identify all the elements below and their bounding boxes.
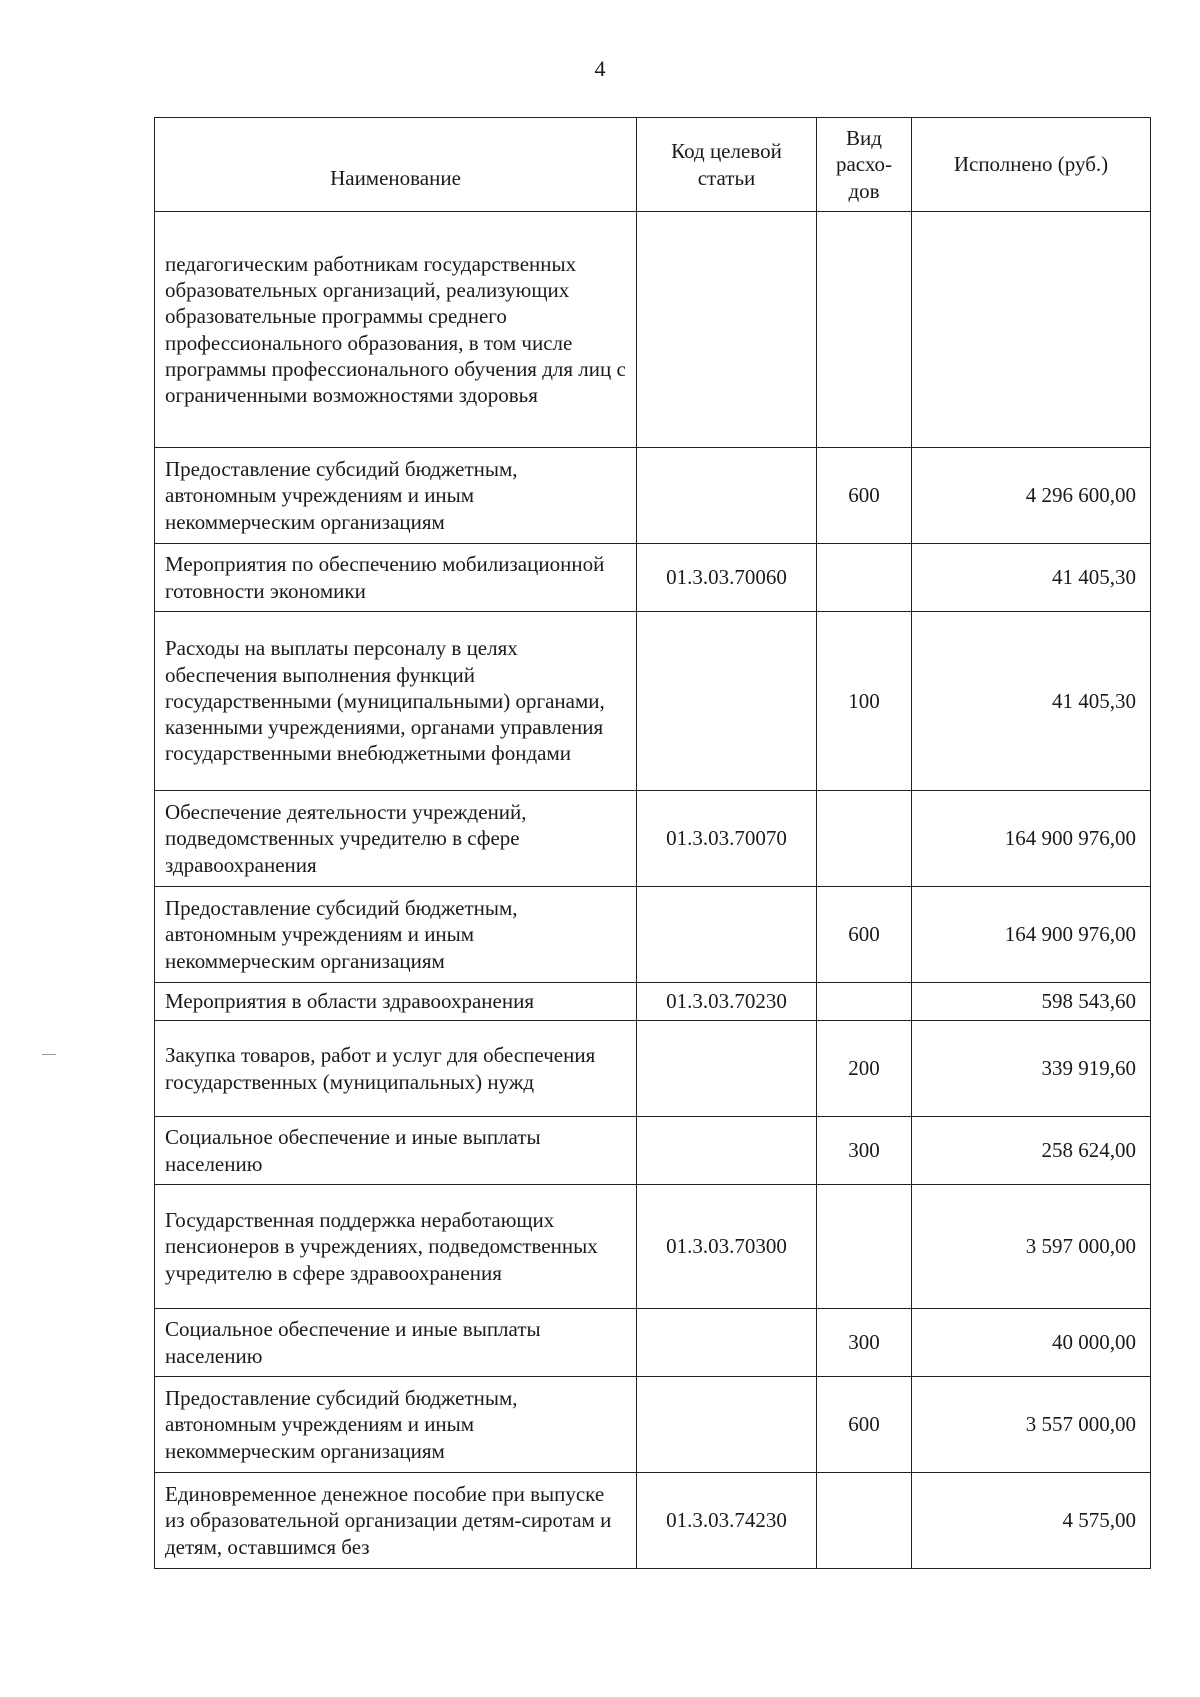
row-type: 600 <box>817 887 912 983</box>
row-sum: 3 597 000,00 <box>912 1185 1151 1309</box>
row-type: 300 <box>817 1117 912 1185</box>
table-row <box>155 983 1151 1021</box>
row-sum: 339 919,60 <box>912 1021 1151 1117</box>
row-type: 600 <box>817 1377 912 1473</box>
row-name: Предоставление субсидий бюджетным, автономным учреждениям и иным некоммерческим организациям <box>155 1377 637 1473</box>
row-sum: 41 405,30 <box>912 544 1151 612</box>
row-name: Социальное обеспечение и иные выплаты населению <box>155 1117 637 1185</box>
row-code <box>637 448 817 544</box>
row-sum: 4 575,00 <box>912 1473 1151 1569</box>
row-code <box>637 1021 817 1117</box>
row-sum: 164 900 976,00 <box>912 791 1151 887</box>
row-code <box>637 1309 817 1377</box>
table-row <box>155 887 1151 983</box>
row-name: Мероприятия в области здравоохранения <box>155 983 637 1021</box>
row-name: Расходы на выплаты персоналу в целях обеспечения выполнения функций государственными (муниципальными) органами, казенными учреждениями, органами управления государственными внебюджетными фондами <box>155 612 637 791</box>
table-row <box>155 791 1151 887</box>
table-row <box>155 1309 1151 1377</box>
row-code <box>637 612 817 791</box>
row-type: 300 <box>817 1309 912 1377</box>
table-row <box>155 1117 1151 1185</box>
row-sum: 164 900 976,00 <box>912 887 1151 983</box>
row-type <box>817 544 912 612</box>
table-row <box>155 1021 1151 1117</box>
row-sum: 598 543,60 <box>912 983 1151 1021</box>
table-row <box>155 544 1151 612</box>
expenditure-table <box>154 117 1151 1569</box>
scan-mark <box>42 1054 56 1055</box>
row-type: 100 <box>817 612 912 791</box>
header-sum: Исполнено (руб.) <box>912 118 1151 212</box>
row-name: Закупка товаров, работ и услуг для обеспечения государственных (муниципальных) нужд <box>155 1021 637 1117</box>
table-header-row <box>155 118 1151 212</box>
row-code <box>637 887 817 983</box>
row-code <box>637 1117 817 1185</box>
table-row <box>155 612 1151 791</box>
table-row <box>155 1377 1151 1473</box>
row-code: 01.3.03.70230 <box>637 983 817 1021</box>
row-name: Мероприятия по обеспечению мобилизационной готовности экономики <box>155 544 637 612</box>
row-sum: 4 296 600,00 <box>912 448 1151 544</box>
row-name: Социальное обеспечение и иные выплаты населению <box>155 1309 637 1377</box>
row-type <box>817 791 912 887</box>
row-code: 01.3.03.70070 <box>637 791 817 887</box>
row-sum <box>912 212 1151 448</box>
row-code: 01.3.03.70060 <box>637 544 817 612</box>
page-number: 4 <box>594 56 606 81</box>
row-type: 600 <box>817 448 912 544</box>
row-code <box>637 212 817 448</box>
header-name: Наименование <box>155 118 637 212</box>
row-name: педагогическим работникам государственных образовательных организаций, реализующих образовательные программы среднего профессионального образования, в том числе программы профессионального обучения для лиц с ограниченными возможностями здоровья <box>155 212 637 448</box>
row-name: Государственная поддержка неработающих пенсионеров в учреждениях, подведомственных учредителю в сфере здравоохранения <box>155 1185 637 1309</box>
row-type <box>817 1185 912 1309</box>
row-sum: 40 000,00 <box>912 1309 1151 1377</box>
row-type: 200 <box>817 1021 912 1117</box>
table-row <box>155 1473 1151 1569</box>
row-type <box>817 1473 912 1569</box>
row-code: 01.3.03.74230 <box>637 1473 817 1569</box>
header-type: Вид расхо- дов <box>817 118 912 212</box>
row-name: Единовременное денежное пособие при выпуске из образовательной организации детям-сиротам и детям, оставшимся без <box>155 1473 637 1569</box>
table-row <box>155 212 1151 448</box>
header-code: Код целевой статьи <box>637 118 817 212</box>
table-row <box>155 448 1151 544</box>
row-sum: 41 405,30 <box>912 612 1151 791</box>
row-name: Обеспечение деятельности учреждений, подведомственных учредителю в сфере здравоохранения <box>155 791 637 887</box>
row-type <box>817 212 912 448</box>
row-code: 01.3.03.70300 <box>637 1185 817 1309</box>
table-row <box>155 1185 1151 1309</box>
row-name: Предоставление субсидий бюджетным, автономным учреждениям и иным некоммерческим организациям <box>155 887 637 983</box>
row-sum: 258 624,00 <box>912 1117 1151 1185</box>
row-type <box>817 983 912 1021</box>
row-sum: 3 557 000,00 <box>912 1377 1151 1473</box>
row-code <box>637 1377 817 1473</box>
row-name: Предоставление субсидий бюджетным, автономным учреждениям и иным некоммерческим организациям <box>155 448 637 544</box>
